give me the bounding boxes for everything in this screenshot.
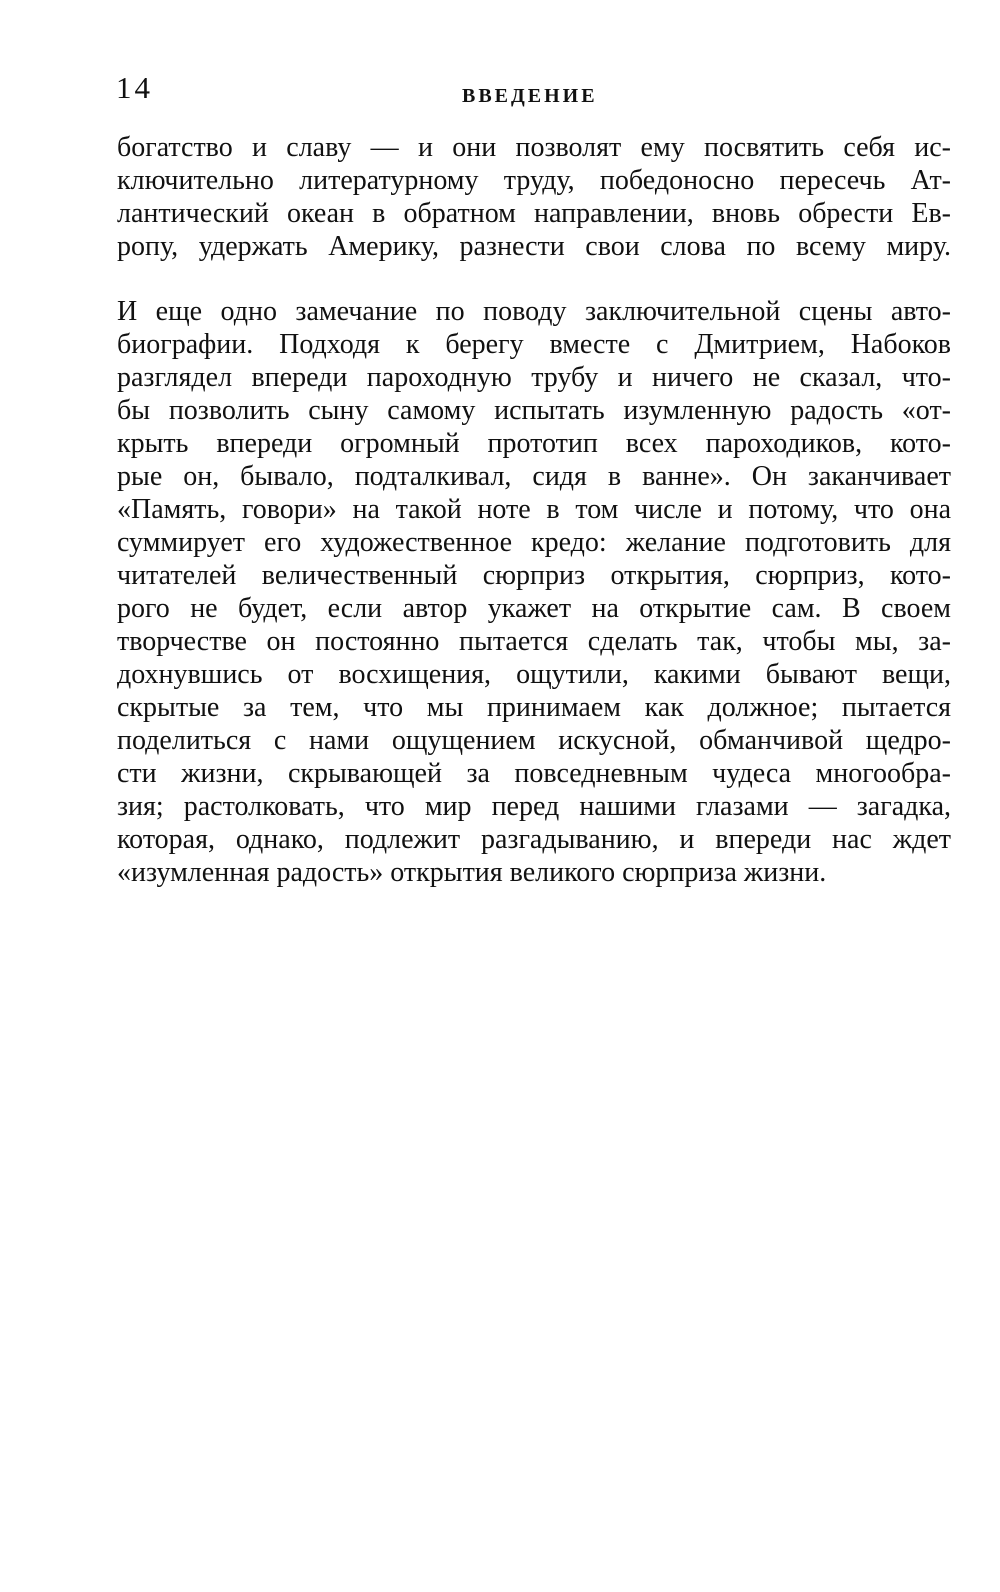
text-line: бы позволить сыну самому испытать изумленную радость «от-	[117, 395, 951, 426]
text-line: творчестве он постоянно пытается сделать так, чтобы мы, за-	[117, 626, 951, 657]
text-line: скрытые за тем, что мы принимаем как должное; пытается	[117, 692, 951, 723]
text-line: поделиться с нами ощущением искусной, обманчивой щедро-	[117, 725, 951, 756]
paragraph-gap	[117, 263, 951, 295]
text-line: зия; растолковать, что мир перед нашими глазами — загадка,	[117, 791, 951, 822]
text-line: крыть впереди огромный прототип всех пароходиков, кото-	[117, 428, 951, 459]
text-line: разглядел впереди пароходную трубу и ничего не сказал, что-	[117, 362, 951, 393]
text-line: ропу, удержать Америку, разнести свои слова по всему миру.	[117, 231, 951, 262]
text-line: дохнувшись от восхищения, ощутили, какими бывают вещи,	[117, 659, 951, 690]
text-line: рые он, бывало, подталкивал, сидя в ванне». Он заканчивает	[117, 461, 951, 492]
text-line: рого не будет, если автор укажет на открытие сам. В своем	[117, 593, 951, 624]
text-line: лантический океан в обратном направлении, вновь обрести Ев-	[117, 198, 951, 229]
text-line: «изумленная радость» открытия великого сюрприза жизни.	[117, 857, 827, 888]
text-line: суммирует его художественное кредо: желание подготовить для	[117, 527, 951, 558]
text-line: биографии. Подходя к берегу вместе с Дмитрием, Набоков	[117, 329, 951, 360]
text-line: читателей величественный сюрприз открытия, сюрприз, кото-	[117, 560, 951, 591]
body-text	[117, 131, 951, 889]
running-title: ВВЕДЕНИЕ	[462, 85, 598, 107]
text-line: богатство и славу — и они позволят ему посвятить себя ис-	[117, 132, 951, 163]
paragraph-1	[117, 131, 951, 263]
text-line: «Память, говори» на такой ноте в том числе и потому, что она	[117, 494, 951, 525]
text-line: которая, однако, подлежит разгадыванию, и впереди нас ждет	[117, 824, 951, 855]
paragraph-2	[117, 295, 951, 889]
text-line: И еще одно замечание по поводу заключительной сцены авто-	[117, 296, 951, 327]
text-line: ключительно литературному труду, победоносно пересечь Ат-	[117, 165, 951, 196]
page-number: 14	[116, 70, 153, 105]
text-line: сти жизни, скрывающей за повседневным чудеса многообра-	[117, 758, 951, 789]
